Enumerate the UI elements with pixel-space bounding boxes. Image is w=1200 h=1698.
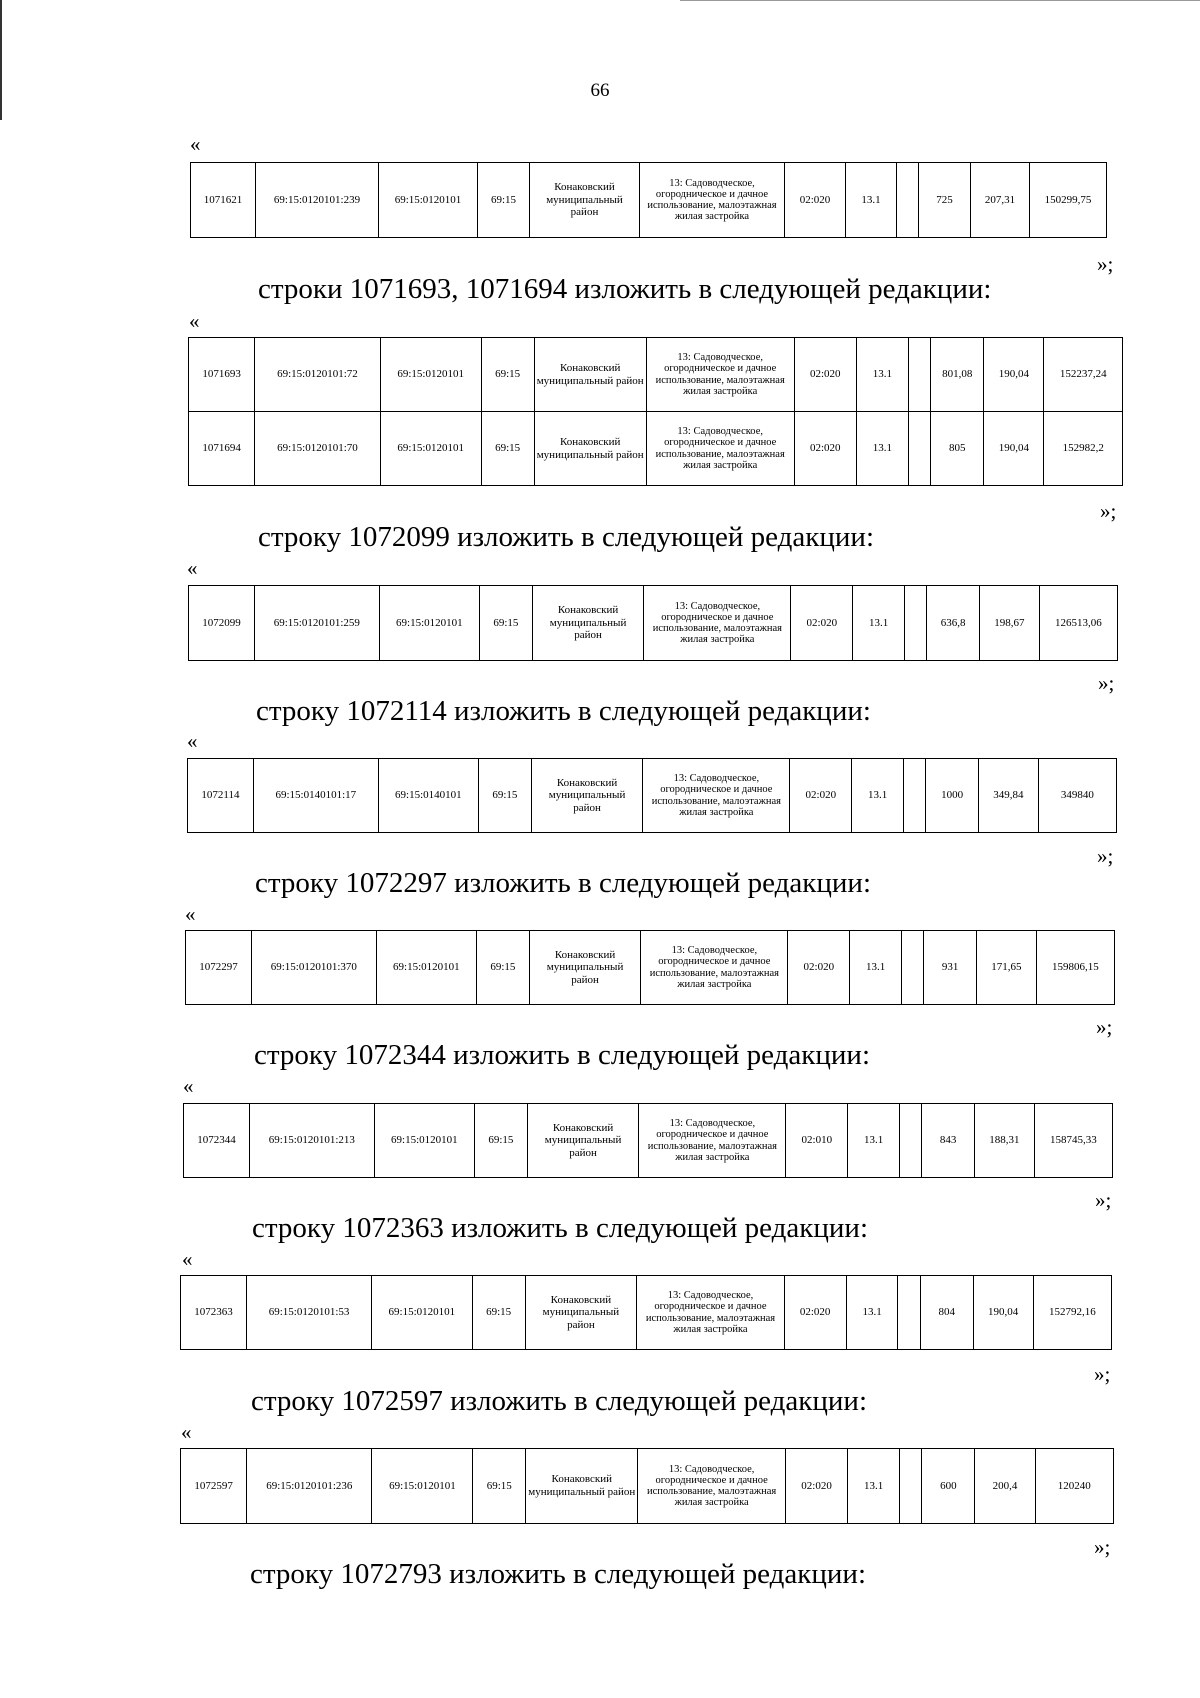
table-row	[189, 412, 1123, 486]
cell-area: 801,08	[931, 338, 984, 412]
cell-cadastral-number: 69:15:0120101:53	[247, 1276, 372, 1350]
cell-area: 843	[922, 1104, 975, 1178]
cell-region: 69:15	[473, 1449, 526, 1524]
cell-id: 1072344	[184, 1104, 250, 1178]
table-row	[181, 1449, 1114, 1524]
cell-cadastral-number: 69:15:0120101:370	[251, 931, 376, 1005]
cell-code: 02:020	[785, 163, 846, 238]
cell-region: 69:15	[480, 586, 533, 661]
cell-region: 69:15	[475, 1104, 528, 1178]
cell-cadastral-value: 349840	[1038, 759, 1116, 833]
table-row	[189, 586, 1118, 661]
cell-land-use: 13: Садоводческое, огородническое и дачное использование, малоэтажная жилая застройка	[646, 412, 794, 486]
cell-empty	[903, 759, 925, 833]
cell-region: 69:15	[481, 412, 534, 486]
cell-area: 804	[920, 1276, 973, 1350]
cell-cadastral-block: 69:15:0140101	[378, 759, 478, 833]
cell-cadastral-value: 120240	[1035, 1449, 1114, 1524]
cell-municipality: Конаковский муниципальный район	[532, 586, 644, 661]
amendment-table	[183, 1103, 1113, 1178]
cell-land-use: 13: Садоводческое, огородническое и дачное использование, малоэтажная жилая застройка	[643, 759, 790, 833]
cell-municipality: Конаковский муниципальный район	[534, 412, 646, 486]
cell-id: 1071694	[189, 412, 255, 486]
cell-cadastral-number: 69:15:0120101:72	[255, 338, 380, 412]
cell-land-use: 13: Садоводческое, огородническое и дачное использование, малоэтажная жилая застройка	[638, 1449, 786, 1524]
cell-area: 725	[919, 163, 971, 238]
scan-edge-left	[0, 0, 2, 120]
cell-id: 1072597	[181, 1449, 247, 1524]
cell-municipality: Конаковский муниципальный район	[530, 163, 640, 238]
cell-id: 1072114	[188, 759, 254, 833]
amendment-heading: строку 1072363 изложить в следующей редакции:	[252, 1212, 868, 1244]
cell-cadastral-block: 69:15:0120101	[374, 1104, 474, 1178]
cell-empty	[898, 1276, 920, 1350]
cell-land-use: 13: Садоводческое, огородническое и дачное использование, малоэтажная жилая застройка	[639, 1104, 786, 1178]
cell-specific-value: 190,04	[984, 338, 1044, 412]
cell-group: 13.1	[852, 759, 904, 833]
cell-municipality: Конаковский муниципальный район	[531, 759, 643, 833]
table-row	[186, 931, 1115, 1005]
cell-group: 13.1	[846, 163, 897, 238]
cell-group: 13.1	[848, 1104, 900, 1178]
cell-specific-value: 188,31	[974, 1104, 1034, 1178]
quote-close: »;	[1100, 499, 1117, 523]
table-row	[181, 1276, 1112, 1350]
cell-group: 13.1	[856, 412, 908, 486]
cell-region: 69:15	[472, 1276, 525, 1350]
quote-close: »;	[1097, 252, 1114, 276]
cell-empty	[908, 412, 930, 486]
quote-open: «	[181, 1420, 192, 1444]
cell-municipality: Конаковский муниципальный район	[527, 1104, 639, 1178]
cell-cadastral-value: 152237,24	[1044, 338, 1123, 412]
quote-open: «	[190, 132, 201, 156]
cell-code: 02:020	[788, 931, 850, 1005]
table-row	[191, 163, 1107, 238]
cell-area: 931	[924, 931, 977, 1005]
cell-region: 69:15	[479, 759, 532, 833]
cell-code: 02:010	[786, 1104, 848, 1178]
cell-municipality: Конаковский муниципальный район	[529, 931, 641, 1005]
cell-empty	[900, 1449, 922, 1524]
cell-empty	[904, 586, 926, 661]
quote-open: «	[182, 1247, 193, 1271]
cell-id: 1072099	[189, 586, 255, 661]
table-row	[189, 338, 1123, 412]
cell-code: 02:020	[790, 759, 852, 833]
cell-code: 02:020	[784, 1276, 846, 1350]
cell-code: 02:020	[785, 1449, 847, 1524]
cell-specific-value: 207,31	[971, 163, 1030, 238]
table-row	[188, 759, 1117, 833]
scan-edge-top	[680, 0, 1200, 1]
cell-empty	[897, 163, 919, 238]
cell-specific-value: 349,84	[978, 759, 1038, 833]
cell-cadastral-number: 69:15:0120101:259	[254, 586, 379, 661]
amendment-heading: строку 1072597 изложить в следующей редакции:	[251, 1385, 867, 1417]
cell-municipality: Конаковский муниципальный район	[534, 338, 646, 412]
quote-close: »;	[1094, 1362, 1111, 1386]
cell-id: 1071693	[189, 338, 255, 412]
quote-close: »;	[1097, 844, 1114, 868]
quote-open: «	[183, 1074, 194, 1098]
cell-id: 1071621	[191, 163, 256, 238]
cell-specific-value: 171,65	[976, 931, 1036, 1005]
amendment-table	[185, 930, 1115, 1005]
quote-close: »;	[1095, 1188, 1112, 1212]
quote-open: «	[185, 902, 196, 926]
cell-cadastral-number: 69:15:0120101:70	[255, 412, 380, 486]
cell-cadastral-number: 69:15:0140101:17	[253, 759, 378, 833]
amendment-heading: строки 1071693, 1071694 изложить в следующей редакции:	[258, 273, 992, 305]
cell-region: 69:15	[478, 163, 530, 238]
cell-specific-value: 190,04	[973, 1276, 1033, 1350]
amendment-heading: строку 1072793 изложить в следующей редакции:	[250, 1558, 866, 1590]
cell-land-use: 13: Садоводческое, огородническое и дачное использование, малоэтажная жилая застройка	[646, 338, 794, 412]
cell-cadastral-block: 69:15:0120101	[379, 586, 479, 661]
cell-land-use: 13: Садоводческое, огородническое и дачное использование, малоэтажная жилая застройка	[637, 1276, 784, 1350]
cell-cadastral-number: 69:15:0120101:236	[247, 1449, 372, 1524]
cell-land-use: 13: Садоводческое, огородническое и дачное использование, малоэтажная жилая застройка	[640, 163, 785, 238]
amendment-table	[190, 162, 1107, 238]
cell-group: 13.1	[853, 586, 905, 661]
cell-cadastral-block: 69:15:0120101	[372, 1449, 473, 1524]
table-row	[184, 1104, 1113, 1178]
cell-code: 02:020	[794, 412, 856, 486]
cell-land-use: 13: Садоводческое, огородническое и дачное использование, малоэтажная жилая застройка	[641, 931, 788, 1005]
amendment-heading: строку 1072114 изложить в следующей редакции:	[256, 695, 871, 727]
quote-open: «	[189, 309, 200, 333]
amendment-table	[188, 337, 1123, 486]
quote-open: «	[187, 729, 198, 753]
cell-cadastral-value: 150299,75	[1030, 163, 1107, 238]
page-number: 66	[590, 80, 610, 101]
cell-empty	[908, 338, 930, 412]
cell-cadastral-value: 126513,06	[1039, 586, 1117, 661]
cell-area: 600	[922, 1449, 975, 1524]
cell-group: 13.1	[848, 1449, 900, 1524]
amendment-table	[187, 758, 1117, 833]
cell-empty	[901, 931, 923, 1005]
cell-empty	[899, 1104, 921, 1178]
cell-municipality: Конаковский муниципальный район	[525, 1276, 637, 1350]
cell-land-use: 13: Садоводческое, огородническое и дачное использование, малоэтажная жилая застройка	[644, 586, 791, 661]
quote-open: «	[187, 556, 198, 580]
cell-cadastral-value: 158745,33	[1034, 1104, 1112, 1178]
amendment-heading: строку 1072099 изложить в следующей редакции:	[258, 521, 874, 553]
cell-cadastral-number: 69:15:0120101:239	[256, 163, 379, 238]
cell-group: 13.1	[850, 931, 902, 1005]
cell-cadastral-block: 69:15:0120101	[376, 931, 476, 1005]
cell-area: 805	[931, 412, 984, 486]
cell-id: 1072363	[181, 1276, 247, 1350]
cell-specific-value: 190,04	[984, 412, 1044, 486]
quote-close: »;	[1098, 671, 1115, 695]
cell-cadastral-block: 69:15:0120101	[380, 338, 481, 412]
cell-group: 13.1	[856, 338, 908, 412]
amendment-table	[188, 585, 1118, 661]
cell-code: 02:020	[791, 586, 853, 661]
cell-area: 1000	[926, 759, 979, 833]
cell-id: 1072297	[186, 931, 252, 1005]
cell-cadastral-value: 152792,16	[1033, 1276, 1111, 1350]
cell-specific-value: 200,4	[975, 1449, 1035, 1524]
quote-close: »;	[1094, 1535, 1111, 1559]
amendment-heading: строку 1072297 изложить в следующей редакции:	[255, 867, 871, 899]
cell-cadastral-block: 69:15:0120101	[372, 1276, 473, 1350]
amendment-table	[180, 1448, 1114, 1524]
cell-area: 636,8	[927, 586, 980, 661]
cell-region: 69:15	[481, 338, 534, 412]
cell-cadastral-value: 152982,2	[1044, 412, 1123, 486]
cell-cadastral-block: 69:15:0120101	[380, 412, 481, 486]
amendment-table	[180, 1275, 1112, 1350]
amendment-heading: строку 1072344 изложить в следующей редакции:	[254, 1039, 870, 1071]
cell-municipality: Конаковский муниципальный район	[526, 1449, 638, 1524]
quote-close: »;	[1096, 1015, 1113, 1039]
cell-region: 69:15	[477, 931, 530, 1005]
cell-cadastral-block: 69:15:0120101	[379, 163, 478, 238]
cell-cadastral-value: 159806,15	[1036, 931, 1114, 1005]
cell-cadastral-number: 69:15:0120101:213	[249, 1104, 374, 1178]
cell-code: 02:020	[794, 338, 856, 412]
cell-group: 13.1	[846, 1276, 898, 1350]
cell-specific-value: 198,67	[979, 586, 1039, 661]
